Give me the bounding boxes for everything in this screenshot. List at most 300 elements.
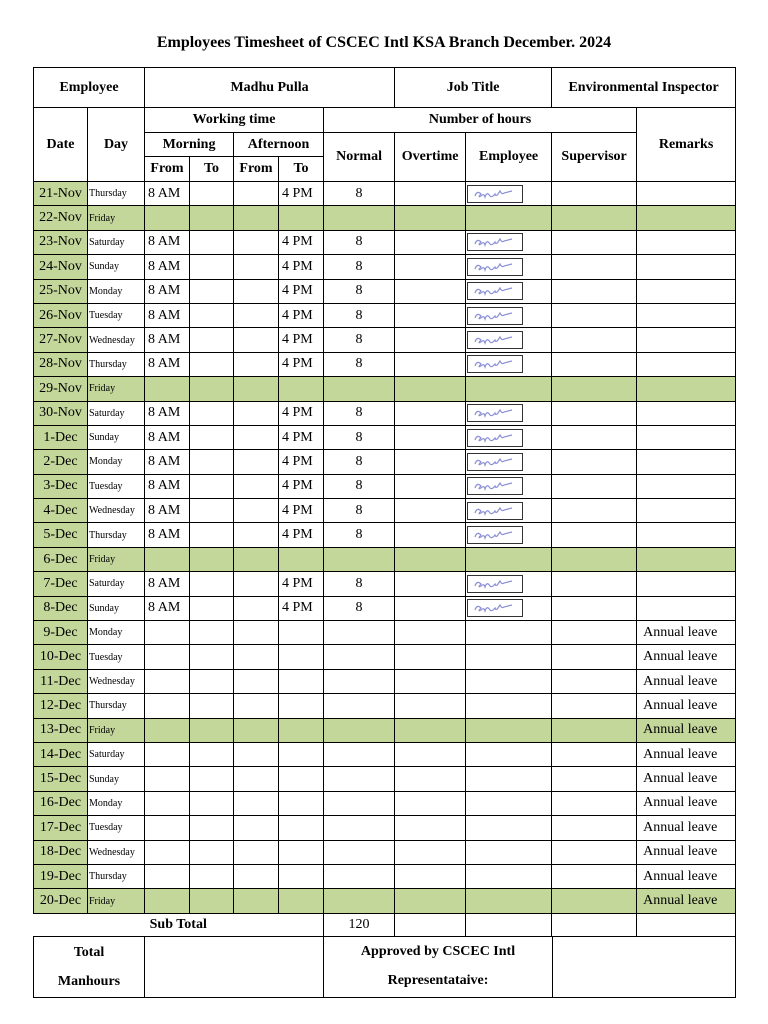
morning-from-cell: 8 AM bbox=[145, 499, 190, 523]
morning-from-cell: 8 AM bbox=[145, 303, 190, 327]
day-cell: Saturday bbox=[88, 230, 145, 254]
date-cell: 25-Nov bbox=[34, 279, 88, 303]
table-row bbox=[34, 499, 736, 523]
date-cell: 12-Dec bbox=[34, 694, 88, 718]
afternoon-to-cell bbox=[279, 547, 324, 571]
afternoon-to-cell: 4 PM bbox=[279, 352, 324, 376]
normal-hours-cell bbox=[324, 742, 395, 766]
employee-label: Employee bbox=[34, 68, 145, 108]
overtime-cell bbox=[395, 474, 466, 498]
date-cell: 7-Dec bbox=[34, 572, 88, 596]
morning-to-cell bbox=[190, 377, 234, 401]
remarks-cell: Annual leave bbox=[637, 840, 736, 864]
approved-line2: Representataive: bbox=[387, 972, 489, 988]
remarks-cell: Annual leave bbox=[637, 669, 736, 693]
handwritten-signature-icon bbox=[467, 233, 523, 251]
supervisor-cell bbox=[552, 230, 637, 254]
normal-hours-cell bbox=[324, 864, 395, 888]
overtime-cell bbox=[395, 596, 466, 620]
morning-from-cell bbox=[145, 621, 190, 645]
date-cell: 8-Dec bbox=[34, 596, 88, 620]
morning-to-cell bbox=[190, 547, 234, 571]
normal-hours-cell: 8 bbox=[324, 182, 395, 206]
afternoon-to-cell: 4 PM bbox=[279, 572, 324, 596]
table-row bbox=[34, 255, 736, 279]
subtotal-employee-cell bbox=[466, 913, 552, 936]
supervisor-cell bbox=[552, 352, 637, 376]
morning-to-cell bbox=[190, 182, 234, 206]
remarks-cell: Annual leave bbox=[637, 889, 736, 913]
overtime-cell bbox=[395, 864, 466, 888]
morning-to-cell bbox=[190, 864, 234, 888]
supervisor-cell bbox=[552, 499, 637, 523]
remarks-cell bbox=[637, 182, 736, 206]
date-cell: 20-Dec bbox=[34, 889, 88, 913]
supervisor-cell bbox=[552, 303, 637, 327]
table-row bbox=[34, 377, 736, 401]
afternoon-to-cell: 4 PM bbox=[279, 279, 324, 303]
afternoon-to-cell: 4 PM bbox=[279, 596, 324, 620]
supervisor-cell bbox=[552, 401, 637, 425]
employee-sign-cell bbox=[466, 499, 552, 523]
morning-to-cell bbox=[190, 767, 234, 791]
afternoon-from-cell bbox=[234, 450, 279, 474]
day-cell: Friday bbox=[88, 718, 145, 742]
date-cell: 22-Nov bbox=[34, 206, 88, 230]
afternoon-from-cell bbox=[234, 889, 279, 913]
employee-sign-cell bbox=[466, 742, 552, 766]
day-cell: Wednesday bbox=[88, 499, 145, 523]
supervisor-cell bbox=[552, 328, 637, 352]
morning-from-cell: 8 AM bbox=[145, 352, 190, 376]
afternoon-from-cell bbox=[234, 669, 279, 693]
remarks-cell: Annual leave bbox=[637, 718, 736, 742]
handwritten-signature-icon bbox=[467, 502, 523, 520]
day-cell: Tuesday bbox=[88, 816, 145, 840]
date-cell: 13-Dec bbox=[34, 718, 88, 742]
normal-hours-cell bbox=[324, 840, 395, 864]
day-cell: Thursday bbox=[88, 694, 145, 718]
day-cell: Friday bbox=[88, 547, 145, 571]
date-cell: 24-Nov bbox=[34, 255, 88, 279]
remarks-cell bbox=[637, 279, 736, 303]
morning-to-cell bbox=[190, 718, 234, 742]
afternoon-to-header: To bbox=[279, 157, 324, 182]
date-cell: 17-Dec bbox=[34, 816, 88, 840]
afternoon-to-cell bbox=[279, 645, 324, 669]
normal-hours-cell bbox=[324, 791, 395, 815]
handwritten-signature-icon bbox=[467, 258, 523, 276]
day-cell: Sunday bbox=[88, 767, 145, 791]
employee-sign-cell bbox=[466, 889, 552, 913]
subtotal-value: 120 bbox=[324, 913, 395, 936]
subtotal-label: Sub Total bbox=[34, 913, 324, 936]
afternoon-from-cell bbox=[234, 401, 279, 425]
day-cell: Wednesday bbox=[88, 328, 145, 352]
afternoon-to-cell bbox=[279, 669, 324, 693]
overtime-cell bbox=[395, 767, 466, 791]
employee-sign-cell bbox=[466, 401, 552, 425]
approval-signature-area bbox=[552, 937, 553, 997]
overtime-cell bbox=[395, 572, 466, 596]
employee-sign-cell bbox=[466, 328, 552, 352]
employee-sign-cell bbox=[466, 791, 552, 815]
normal-hours-cell: 8 bbox=[324, 230, 395, 254]
supervisor-cell bbox=[552, 718, 637, 742]
afternoon-to-cell bbox=[279, 206, 324, 230]
morning-from-cell: 8 AM bbox=[145, 425, 190, 449]
handwritten-signature-icon bbox=[467, 429, 523, 447]
normal-hours-cell bbox=[324, 767, 395, 791]
employee-sign-cell bbox=[466, 718, 552, 742]
afternoon-from-cell bbox=[234, 182, 279, 206]
morning-to-cell bbox=[190, 572, 234, 596]
morning-from-cell bbox=[145, 889, 190, 913]
table-row bbox=[34, 182, 736, 206]
date-cell: 27-Nov bbox=[34, 328, 88, 352]
normal-hours-cell: 8 bbox=[324, 572, 395, 596]
normal-column-header: Normal bbox=[324, 133, 395, 182]
day-cell: Monday bbox=[88, 450, 145, 474]
afternoon-from-cell bbox=[234, 791, 279, 815]
page-title: Employees Timesheet of CSCEC Intl KSA Branch December. 2024 bbox=[156, 34, 612, 51]
employee-sign-cell bbox=[466, 645, 552, 669]
remarks-cell: Annual leave bbox=[637, 694, 736, 718]
table-row bbox=[34, 694, 736, 718]
morning-from-cell: 8 AM bbox=[145, 523, 190, 547]
timesheet-footer bbox=[34, 913, 736, 997]
remarks-cell bbox=[637, 596, 736, 620]
morning-from-cell: 8 AM bbox=[145, 450, 190, 474]
afternoon-from-cell bbox=[234, 840, 279, 864]
afternoon-from-cell bbox=[234, 596, 279, 620]
overtime-column-header: Overtime bbox=[395, 133, 466, 182]
supervisor-cell bbox=[552, 572, 637, 596]
overtime-cell bbox=[395, 718, 466, 742]
subtotal-remarks-cell bbox=[637, 913, 736, 936]
handwritten-signature-icon bbox=[467, 599, 523, 617]
supervisor-cell bbox=[552, 742, 637, 766]
normal-hours-cell bbox=[324, 889, 395, 913]
afternoon-from-cell bbox=[234, 303, 279, 327]
table-row bbox=[34, 450, 736, 474]
morning-to-header: To bbox=[190, 157, 234, 182]
remarks-cell bbox=[637, 572, 736, 596]
morning-to-cell bbox=[190, 669, 234, 693]
table-row bbox=[34, 547, 736, 571]
overtime-cell bbox=[395, 377, 466, 401]
morning-from-cell bbox=[145, 694, 190, 718]
table-row bbox=[34, 864, 736, 888]
morning-to-cell bbox=[190, 352, 234, 376]
normal-hours-cell bbox=[324, 816, 395, 840]
employee-sign-cell bbox=[466, 694, 552, 718]
overtime-cell bbox=[395, 742, 466, 766]
table-row bbox=[34, 206, 736, 230]
afternoon-to-cell: 4 PM bbox=[279, 499, 324, 523]
afternoon-to-cell: 4 PM bbox=[279, 303, 324, 327]
handwritten-signature-icon bbox=[467, 331, 523, 349]
employee-sign-cell bbox=[466, 450, 552, 474]
table-row bbox=[34, 230, 736, 254]
afternoon-to-cell: 4 PM bbox=[279, 230, 324, 254]
afternoon-to-cell bbox=[279, 767, 324, 791]
total-label-line2: Manhours bbox=[57, 973, 121, 989]
day-cell: Sunday bbox=[88, 425, 145, 449]
supervisor-cell bbox=[552, 645, 637, 669]
day-cell: Thursday bbox=[88, 182, 145, 206]
table-row bbox=[34, 303, 736, 327]
employee-sign-cell bbox=[466, 279, 552, 303]
overtime-cell bbox=[395, 621, 466, 645]
employee-column-header: Employee bbox=[466, 133, 552, 182]
overtime-cell bbox=[395, 328, 466, 352]
employee-sign-cell bbox=[466, 669, 552, 693]
employee-sign-cell bbox=[466, 864, 552, 888]
handwritten-signature-icon bbox=[467, 282, 523, 300]
date-cell: 28-Nov bbox=[34, 352, 88, 376]
remarks-cell bbox=[637, 206, 736, 230]
job-title-value: Environmental Inspector bbox=[552, 68, 736, 108]
afternoon-from-cell bbox=[234, 425, 279, 449]
overtime-cell bbox=[395, 255, 466, 279]
morning-from-cell bbox=[145, 816, 190, 840]
afternoon-to-cell bbox=[279, 742, 324, 766]
total-manhours-label bbox=[34, 936, 145, 997]
afternoon-to-cell: 4 PM bbox=[279, 328, 324, 352]
morning-to-cell bbox=[190, 328, 234, 352]
normal-hours-cell: 8 bbox=[324, 352, 395, 376]
morning-from-cell bbox=[145, 377, 190, 401]
handwritten-signature-icon bbox=[467, 453, 523, 471]
morning-to-cell bbox=[190, 816, 234, 840]
overtime-cell bbox=[395, 669, 466, 693]
morning-to-cell bbox=[190, 303, 234, 327]
table-row bbox=[34, 742, 736, 766]
morning-to-cell bbox=[190, 474, 234, 498]
date-cell: 14-Dec bbox=[34, 742, 88, 766]
supervisor-cell bbox=[552, 840, 637, 864]
total-label-line1: Total bbox=[73, 944, 105, 960]
supervisor-cell bbox=[552, 889, 637, 913]
day-cell: Wednesday bbox=[88, 669, 145, 693]
afternoon-to-cell bbox=[279, 377, 324, 401]
timesheet-body bbox=[34, 68, 736, 914]
supervisor-cell bbox=[552, 864, 637, 888]
morning-from-cell: 8 AM bbox=[145, 572, 190, 596]
table-row bbox=[34, 889, 736, 913]
employee-sign-cell bbox=[466, 621, 552, 645]
supervisor-cell bbox=[552, 669, 637, 693]
morning-from-cell bbox=[145, 791, 190, 815]
morning-from-cell bbox=[145, 669, 190, 693]
morning-from-cell bbox=[145, 645, 190, 669]
date-cell: 30-Nov bbox=[34, 401, 88, 425]
morning-from-cell: 8 AM bbox=[145, 279, 190, 303]
employee-info-row bbox=[34, 68, 736, 108]
overtime-cell bbox=[395, 840, 466, 864]
working-time-header: Working time bbox=[145, 108, 324, 133]
afternoon-to-cell bbox=[279, 718, 324, 742]
morning-from-header: From bbox=[145, 157, 190, 182]
morning-from-cell: 8 AM bbox=[145, 230, 190, 254]
date-cell: 2-Dec bbox=[34, 450, 88, 474]
total-manhours-value bbox=[145, 936, 324, 997]
employee-sign-cell bbox=[466, 377, 552, 401]
afternoon-from-cell bbox=[234, 377, 279, 401]
supervisor-cell bbox=[552, 206, 637, 230]
remarks-cell bbox=[637, 474, 736, 498]
morning-from-cell: 8 AM bbox=[145, 255, 190, 279]
morning-to-cell bbox=[190, 645, 234, 669]
afternoon-from-cell bbox=[234, 499, 279, 523]
morning-from-cell: 8 AM bbox=[145, 182, 190, 206]
table-row bbox=[34, 816, 736, 840]
table-row bbox=[34, 621, 736, 645]
overtime-cell bbox=[395, 230, 466, 254]
approval-label bbox=[324, 937, 552, 995]
normal-hours-cell bbox=[324, 694, 395, 718]
afternoon-from-cell bbox=[234, 694, 279, 718]
remarks-cell bbox=[637, 303, 736, 327]
morning-from-cell: 8 AM bbox=[145, 328, 190, 352]
table-row bbox=[34, 840, 736, 864]
day-cell: Thursday bbox=[88, 352, 145, 376]
normal-hours-cell: 8 bbox=[324, 425, 395, 449]
afternoon-to-cell bbox=[279, 791, 324, 815]
table-row bbox=[34, 523, 736, 547]
supervisor-cell bbox=[552, 255, 637, 279]
supervisor-cell bbox=[552, 279, 637, 303]
remarks-cell bbox=[637, 547, 736, 571]
table-row bbox=[34, 572, 736, 596]
normal-hours-cell: 8 bbox=[324, 450, 395, 474]
table-row bbox=[34, 401, 736, 425]
supervisor-cell bbox=[552, 425, 637, 449]
handwritten-signature-icon bbox=[467, 185, 523, 203]
employee-sign-cell bbox=[466, 425, 552, 449]
date-cell: 11-Dec bbox=[34, 669, 88, 693]
date-cell: 19-Dec bbox=[34, 864, 88, 888]
afternoon-to-cell: 4 PM bbox=[279, 182, 324, 206]
supervisor-cell bbox=[552, 523, 637, 547]
afternoon-from-cell bbox=[234, 255, 279, 279]
handwritten-signature-icon bbox=[467, 355, 523, 373]
morning-from-cell bbox=[145, 547, 190, 571]
date-cell: 15-Dec bbox=[34, 767, 88, 791]
normal-hours-cell bbox=[324, 669, 395, 693]
date-cell: 9-Dec bbox=[34, 621, 88, 645]
table-row bbox=[34, 718, 736, 742]
normal-hours-cell: 8 bbox=[324, 523, 395, 547]
day-cell: Monday bbox=[88, 279, 145, 303]
afternoon-from-cell bbox=[234, 718, 279, 742]
overtime-cell bbox=[395, 352, 466, 376]
morning-to-cell bbox=[190, 401, 234, 425]
overtime-cell bbox=[395, 645, 466, 669]
remarks-cell: Annual leave bbox=[637, 767, 736, 791]
header-row-1 bbox=[34, 108, 736, 133]
afternoon-from-cell bbox=[234, 621, 279, 645]
afternoon-to-cell: 4 PM bbox=[279, 450, 324, 474]
timesheet-table bbox=[33, 67, 736, 998]
afternoon-from-cell bbox=[234, 474, 279, 498]
date-cell: 23-Nov bbox=[34, 230, 88, 254]
morning-to-cell bbox=[190, 255, 234, 279]
morning-to-cell bbox=[190, 840, 234, 864]
normal-hours-cell: 8 bbox=[324, 328, 395, 352]
number-of-hours-header: Number of hours bbox=[324, 108, 637, 133]
afternoon-from-cell bbox=[234, 206, 279, 230]
afternoon-to-cell bbox=[279, 694, 324, 718]
normal-hours-cell bbox=[324, 547, 395, 571]
employee-sign-cell bbox=[466, 474, 552, 498]
table-row bbox=[34, 791, 736, 815]
afternoon-to-cell bbox=[279, 840, 324, 864]
normal-hours-cell: 8 bbox=[324, 255, 395, 279]
day-cell: Friday bbox=[88, 377, 145, 401]
morning-from-cell bbox=[145, 742, 190, 766]
subtotal-supervisor-cell bbox=[552, 913, 637, 936]
date-cell: 3-Dec bbox=[34, 474, 88, 498]
remarks-cell bbox=[637, 523, 736, 547]
subtotal-row bbox=[34, 913, 736, 936]
morning-from-cell bbox=[145, 767, 190, 791]
morning-to-cell bbox=[190, 742, 234, 766]
employee-sign-cell bbox=[466, 182, 552, 206]
employee-sign-cell bbox=[466, 352, 552, 376]
supervisor-cell bbox=[552, 474, 637, 498]
day-cell: Tuesday bbox=[88, 645, 145, 669]
remarks-cell: Annual leave bbox=[637, 816, 736, 840]
date-cell: 10-Dec bbox=[34, 645, 88, 669]
morning-to-cell bbox=[190, 450, 234, 474]
morning-to-cell bbox=[190, 596, 234, 620]
afternoon-to-cell: 4 PM bbox=[279, 401, 324, 425]
normal-hours-cell: 8 bbox=[324, 499, 395, 523]
normal-hours-cell bbox=[324, 718, 395, 742]
remarks-cell: Annual leave bbox=[637, 645, 736, 669]
afternoon-from-cell bbox=[234, 816, 279, 840]
normal-hours-cell bbox=[324, 621, 395, 645]
remarks-cell: Annual leave bbox=[637, 742, 736, 766]
employee-sign-cell bbox=[466, 816, 552, 840]
afternoon-to-cell: 4 PM bbox=[279, 255, 324, 279]
date-cell: 16-Dec bbox=[34, 791, 88, 815]
morning-from-cell bbox=[145, 718, 190, 742]
morning-to-cell bbox=[190, 791, 234, 815]
normal-hours-cell: 8 bbox=[324, 279, 395, 303]
total-manhours-row bbox=[34, 936, 736, 997]
employee-name: Madhu Pulla bbox=[145, 68, 395, 108]
normal-hours-cell: 8 bbox=[324, 474, 395, 498]
morning-header: Morning bbox=[145, 133, 234, 157]
overtime-cell bbox=[395, 547, 466, 571]
day-cell: Sunday bbox=[88, 255, 145, 279]
afternoon-from-cell bbox=[234, 767, 279, 791]
remarks-cell bbox=[637, 401, 736, 425]
day-cell: Thursday bbox=[88, 864, 145, 888]
supervisor-cell bbox=[552, 694, 637, 718]
date-cell: 29-Nov bbox=[34, 377, 88, 401]
employee-sign-cell bbox=[466, 840, 552, 864]
day-cell: Saturday bbox=[88, 572, 145, 596]
table-row bbox=[34, 425, 736, 449]
overtime-cell bbox=[395, 523, 466, 547]
morning-to-cell bbox=[190, 425, 234, 449]
morning-from-cell bbox=[145, 864, 190, 888]
overtime-cell bbox=[395, 694, 466, 718]
